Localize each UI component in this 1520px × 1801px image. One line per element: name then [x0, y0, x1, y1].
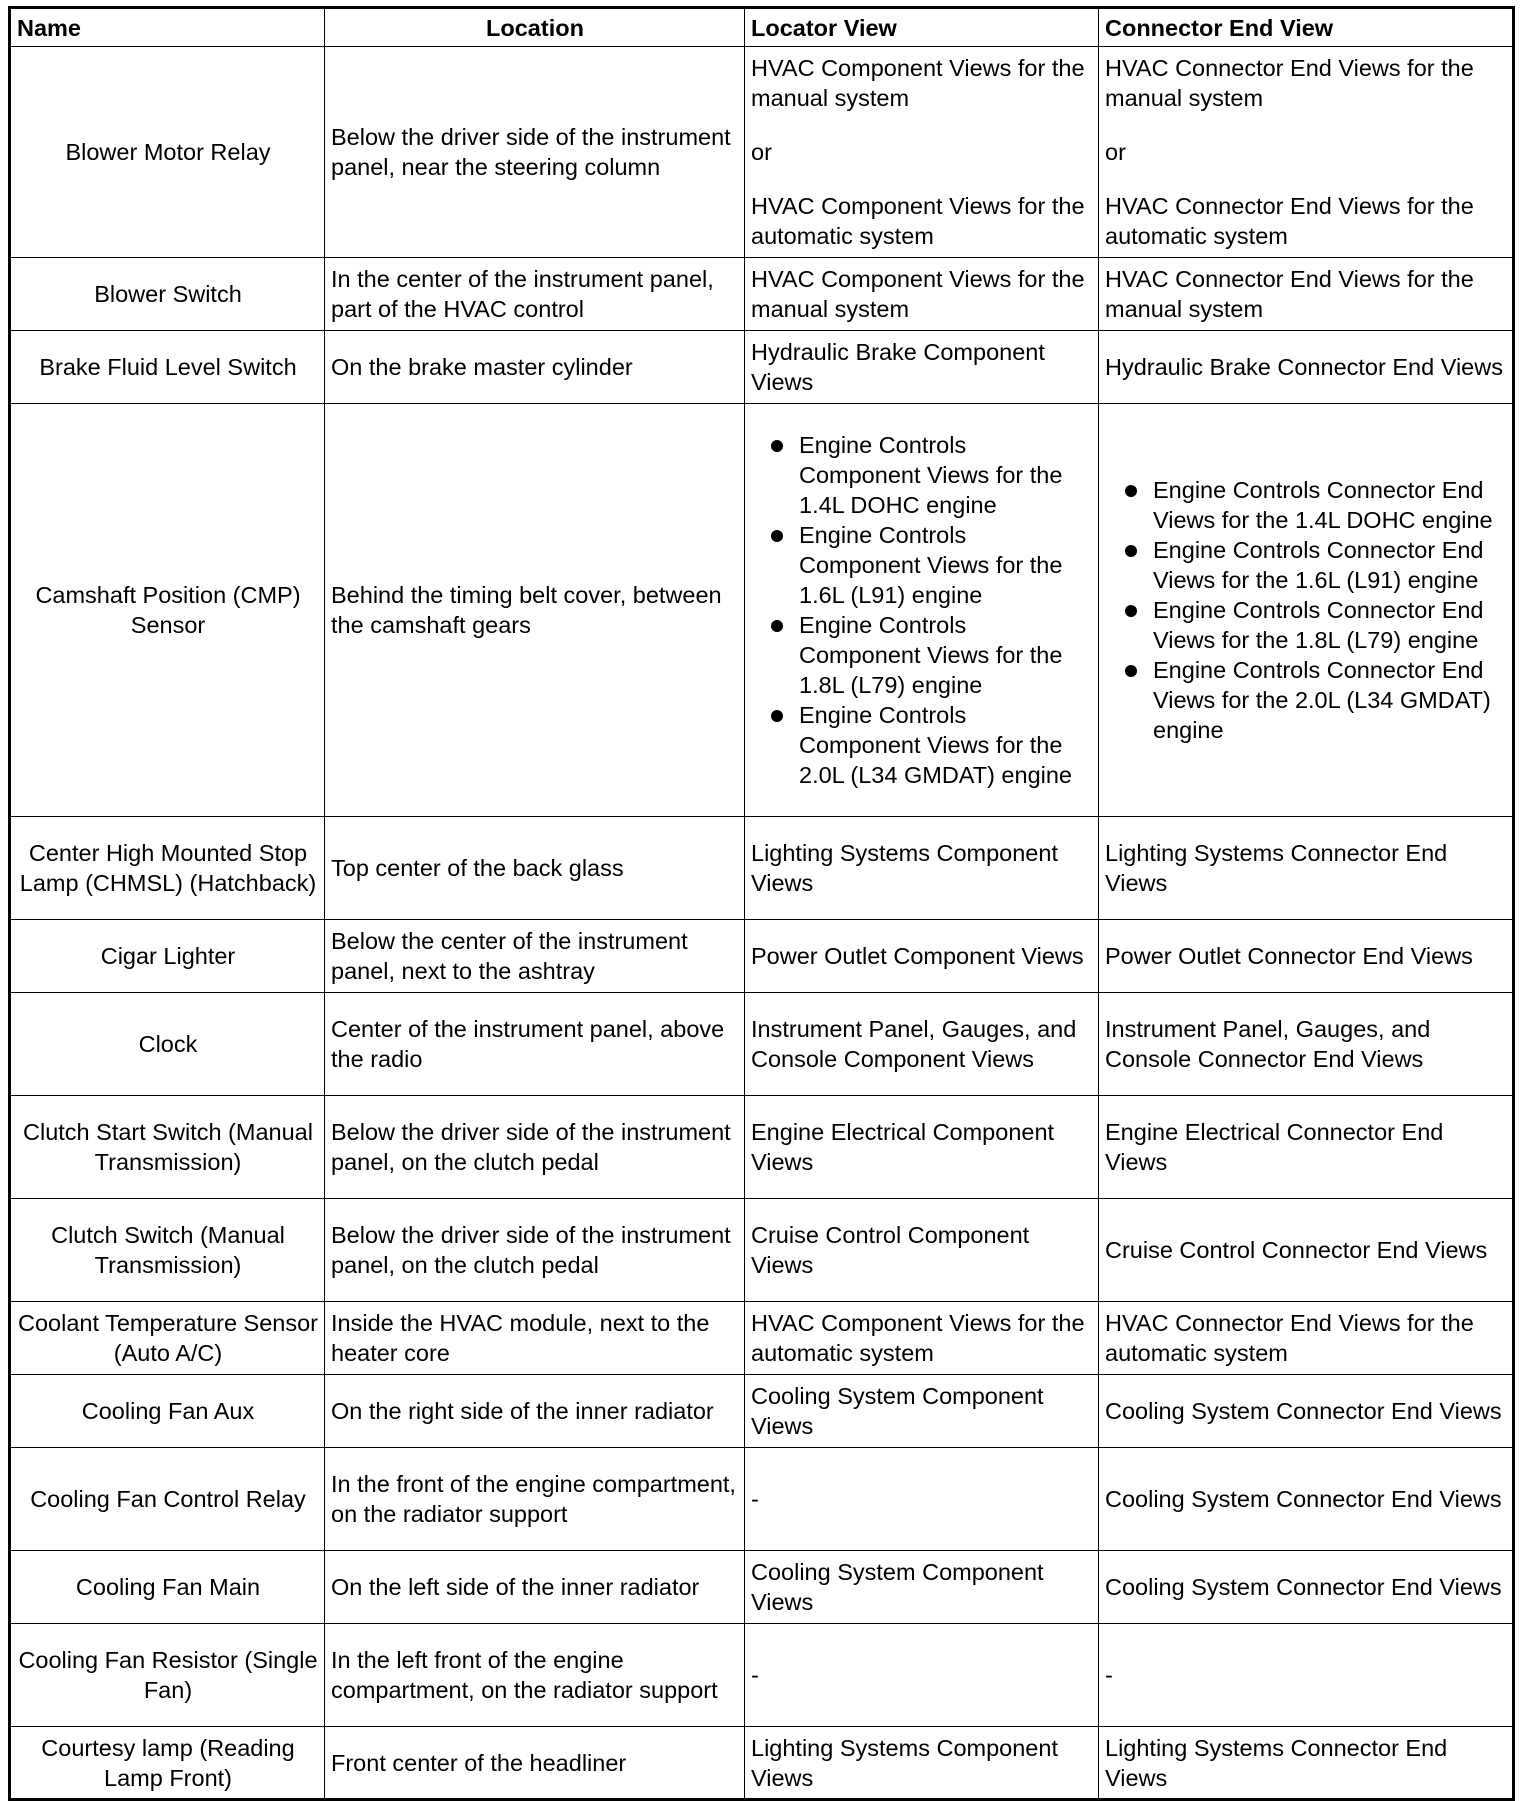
- bullet-icon: [1125, 485, 1137, 497]
- locator-view-link[interactable]: Engine Controls Component Views for the 2.0L (L34 GMDAT) engine: [799, 702, 1072, 788]
- cell-location: Below the center of the instrument panel, next to the ashtray: [325, 920, 745, 993]
- list-item[interactable]: [751, 700, 1093, 790]
- table-row: [10, 258, 1514, 331]
- cell-location: In the center of the instrument panel, part of the HVAC control: [325, 258, 745, 331]
- cell-connector-end-view: [1099, 993, 1514, 1096]
- cell-connector-end-view: [1099, 404, 1514, 817]
- cell-locator-view: [745, 920, 1099, 993]
- locator-view-link[interactable]: HVAC Component Views for the manual system: [751, 266, 1085, 322]
- cell-locator-view: [745, 258, 1099, 331]
- connector-end-view-link[interactable]: HVAC Connector End Views for the manual system: [1105, 55, 1474, 111]
- cell-location: On the right side of the inner radiator: [325, 1375, 745, 1448]
- locator-view-link[interactable]: Lighting Systems Component Views: [751, 840, 1058, 896]
- header-location: Location: [325, 8, 745, 47]
- cell-location: On the left side of the inner radiator: [325, 1551, 745, 1624]
- table-row: [10, 1448, 1514, 1551]
- table-row: [10, 817, 1514, 920]
- cell-name: Cigar Lighter: [10, 920, 325, 993]
- cell-location: On the brake master cylinder: [325, 331, 745, 404]
- connector-end-view-link[interactable]: Engine Controls Connector End Views for the 1.6L (L91) engine: [1153, 537, 1484, 593]
- cell-connector-end-view: [1099, 258, 1514, 331]
- cell-name: Clock: [10, 993, 325, 1096]
- table-row: [10, 1624, 1514, 1727]
- locator-view-link[interactable]: HVAC Component Views for the automatic system: [751, 1310, 1085, 1366]
- cell-connector-end-view: [1099, 1551, 1514, 1624]
- cell-locator-view: [745, 1448, 1099, 1551]
- cell-name: Blower Switch: [10, 258, 325, 331]
- locator-view-link[interactable]: Engine Controls Component Views for the 1.4L DOHC engine: [799, 432, 1063, 518]
- cell-locator-view: [745, 1302, 1099, 1375]
- list-item[interactable]: [751, 520, 1093, 610]
- cell-connector-end-view: [1099, 47, 1514, 258]
- cell-connector-end-view: [1099, 817, 1514, 920]
- bullet-icon: [1125, 665, 1137, 677]
- component-locator-table: [8, 6, 1515, 1801]
- cell-location: Below the driver side of the instrument panel, on the clutch pedal: [325, 1199, 745, 1302]
- locator-view-link[interactable]: HVAC Component Views for the manual system: [751, 55, 1085, 111]
- cell-name: Center High Mounted Stop Lamp (CHMSL) (Hatchback): [10, 817, 325, 920]
- locator-view-link[interactable]: Engine Electrical Component Views: [751, 1119, 1055, 1175]
- connector-end-view-link[interactable]: Hydraulic Brake Connector End Views: [1105, 354, 1503, 380]
- cell-connector-end-view: [1099, 1199, 1514, 1302]
- cell-connector-end-view: [1099, 920, 1514, 993]
- locator-view-link[interactable]: Cooling System Component Views: [751, 1383, 1044, 1439]
- connector-end-view-link[interactable]: Engine Controls Connector End Views for the 1.8L (L79) engine: [1153, 597, 1484, 653]
- connector-end-view-link[interactable]: Engine Controls Connector End Views for the 2.0L (L34 GMDAT) engine: [1153, 657, 1491, 743]
- empty-value: -: [751, 1486, 759, 1512]
- cell-name: Clutch Start Switch (Manual Transmission): [10, 1096, 325, 1199]
- locator-view-link[interactable]: Hydraulic Brake Component Views: [751, 339, 1045, 395]
- bullet-icon: [771, 620, 783, 632]
- locator-view-link[interactable]: Cruise Control Component Views: [751, 1222, 1030, 1278]
- bullet-icon: [1125, 605, 1137, 617]
- connector-end-view-link[interactable]: Power Outlet Connector End Views: [1105, 943, 1473, 969]
- connector-end-view-list: [1105, 475, 1507, 745]
- connector-end-view-link[interactable]: HVAC Connector End Views for the automatic system: [1105, 193, 1474, 249]
- cell-connector-end-view: [1099, 1096, 1514, 1199]
- table-row: [10, 1199, 1514, 1302]
- connector-end-view-link[interactable]: Cooling System Connector End Views: [1105, 1574, 1502, 1600]
- cell-location: In the left front of the engine compartment, on the radiator support: [325, 1624, 745, 1727]
- locator-view-link[interactable]: Engine Controls Component Views for the 1.6L (L91) engine: [799, 522, 1063, 608]
- table-row: [10, 920, 1514, 993]
- connector-end-view-link[interactable]: Instrument Panel, Gauges, and Console Connector End Views: [1105, 1016, 1431, 1072]
- or-text: or: [1105, 139, 1126, 165]
- connector-end-view-link[interactable]: Lighting Systems Connector End Views: [1105, 840, 1448, 896]
- cell-locator-view: [745, 404, 1099, 817]
- connector-end-view-link[interactable]: HVAC Connector End Views for the automatic system: [1105, 1310, 1474, 1366]
- cell-name: Blower Motor Relay: [10, 47, 325, 258]
- list-item[interactable]: [751, 610, 1093, 700]
- connector-end-view-link[interactable]: HVAC Connector End Views for the manual system: [1105, 266, 1474, 322]
- connector-end-view-link[interactable]: Cooling System Connector End Views: [1105, 1486, 1502, 1512]
- table-row: [10, 1551, 1514, 1624]
- cell-locator-view: [745, 1727, 1099, 1800]
- cell-location: Inside the HVAC module, next to the heater core: [325, 1302, 745, 1375]
- cell-connector-end-view: [1099, 1302, 1514, 1375]
- cell-name: Coolant Temperature Sensor (Auto A/C): [10, 1302, 325, 1375]
- cell-locator-view: [745, 47, 1099, 258]
- bullet-icon: [1125, 545, 1137, 557]
- component-locator-table-container: [8, 6, 1512, 1801]
- cell-location: Below the driver side of the instrument panel, on the clutch pedal: [325, 1096, 745, 1199]
- empty-value: -: [751, 1662, 759, 1688]
- empty-value: -: [1105, 1662, 1113, 1688]
- connector-end-view-link[interactable]: Engine Electrical Connector End Views: [1105, 1119, 1444, 1175]
- locator-view-link[interactable]: Engine Controls Component Views for the 1.8L (L79) engine: [799, 612, 1063, 698]
- list-item[interactable]: [1105, 655, 1507, 745]
- connector-end-view-link[interactable]: Engine Controls Connector End Views for the 1.4L DOHC engine: [1153, 477, 1493, 533]
- cell-locator-view: [745, 1624, 1099, 1727]
- cell-location: In the front of the engine compartment, on the radiator support: [325, 1448, 745, 1551]
- cell-name: Cooling Fan Main: [10, 1551, 325, 1624]
- header-name: Name: [10, 8, 325, 47]
- connector-end-view-link[interactable]: Cooling System Connector End Views: [1105, 1398, 1502, 1424]
- cell-connector-end-view: [1099, 1375, 1514, 1448]
- cell-locator-view: [745, 1551, 1099, 1624]
- connector-end-view-link[interactable]: Lighting Systems Connector End Views: [1105, 1734, 1448, 1791]
- list-item[interactable]: [1105, 535, 1507, 595]
- list-item[interactable]: [751, 430, 1093, 520]
- bullet-icon: [771, 440, 783, 452]
- locator-view-list: [751, 430, 1093, 790]
- table-row: [10, 993, 1514, 1096]
- cell-location: Front center of the headliner: [325, 1727, 745, 1800]
- cell-name: Courtesy lamp (Reading Lamp Front): [10, 1727, 325, 1800]
- cell-name: Cooling Fan Resistor (Single Fan): [10, 1624, 325, 1727]
- cell-locator-view: [745, 817, 1099, 920]
- cell-locator-view: [745, 1096, 1099, 1199]
- cell-name: Brake Fluid Level Switch: [10, 331, 325, 404]
- cell-name: Cooling Fan Control Relay: [10, 1448, 325, 1551]
- cell-location: Below the driver side of the instrument panel, near the steering column: [325, 47, 745, 258]
- table-row: [10, 47, 1514, 258]
- cell-location: Center of the instrument panel, above the radio: [325, 993, 745, 1096]
- cell-locator-view: [745, 331, 1099, 404]
- cell-locator-view: [745, 1199, 1099, 1302]
- table-row: [10, 1727, 1514, 1800]
- cell-name: Clutch Switch (Manual Transmission): [10, 1199, 325, 1302]
- cell-name: Camshaft Position (CMP) Sensor: [10, 404, 325, 817]
- header-row: [10, 8, 1514, 47]
- locator-view-link[interactable]: Cooling System Component Views: [751, 1559, 1044, 1615]
- cell-locator-view: [745, 993, 1099, 1096]
- locator-view-link[interactable]: Instrument Panel, Gauges, and Console Component Views: [751, 1016, 1077, 1072]
- list-item[interactable]: [1105, 475, 1507, 535]
- cell-connector-end-view: [1099, 331, 1514, 404]
- cell-name: Cooling Fan Aux: [10, 1375, 325, 1448]
- list-item[interactable]: [1105, 595, 1507, 655]
- cell-connector-end-view: [1099, 1727, 1514, 1800]
- header-connector-end-view: Connector End View: [1099, 8, 1514, 47]
- table-row: [10, 1096, 1514, 1199]
- locator-view-link[interactable]: HVAC Component Views for the automatic system: [751, 193, 1085, 249]
- table-row: [10, 404, 1514, 817]
- table-row: [10, 1302, 1514, 1375]
- or-text: or: [751, 139, 772, 165]
- cell-connector-end-view: [1099, 1448, 1514, 1551]
- bullet-icon: [771, 530, 783, 542]
- cell-locator-view: [745, 1375, 1099, 1448]
- table-row: [10, 331, 1514, 404]
- cell-location: Top center of the back glass: [325, 817, 745, 920]
- locator-view-link[interactable]: Lighting Systems Component Views: [751, 1734, 1058, 1791]
- connector-end-view-link[interactable]: Cruise Control Connector End Views: [1105, 1237, 1488, 1263]
- locator-view-link[interactable]: Power Outlet Component Views: [751, 943, 1084, 969]
- header-locator-view: Locator View: [745, 8, 1099, 47]
- table-row: [10, 1375, 1514, 1448]
- bullet-icon: [771, 710, 783, 722]
- cell-connector-end-view: [1099, 1624, 1514, 1727]
- cell-location: Behind the timing belt cover, between the camshaft gears: [325, 404, 745, 817]
